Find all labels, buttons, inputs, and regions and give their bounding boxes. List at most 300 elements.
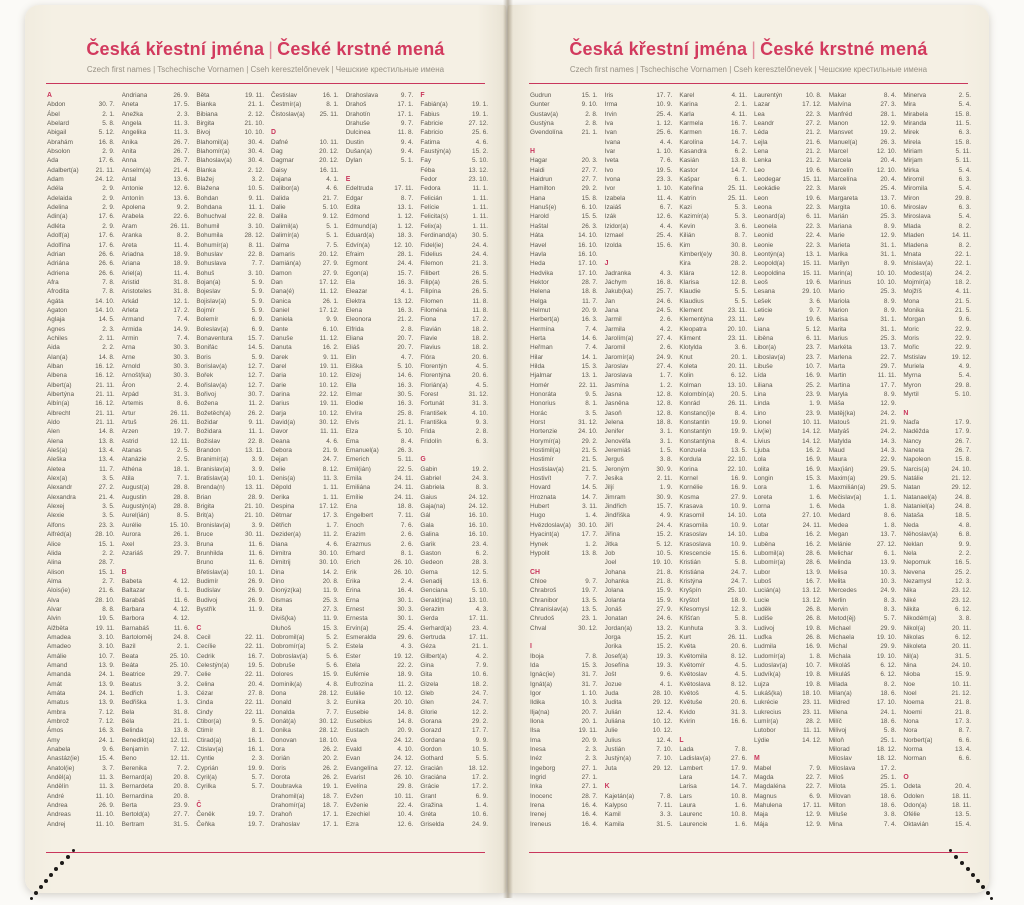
name-day-date: 16. 2. [805,540,822,548]
given-name: Ofélie [903,811,921,819]
name-day-date: 2. 9. [102,148,115,156]
given-name: Hostivít [530,475,552,483]
name-entry [903,661,971,670]
given-name: Lars [679,792,692,800]
name-day-date: 5. 11. [955,157,971,165]
name-day-date: 21. 1. [581,129,598,137]
given-name: Dajana [271,176,292,184]
given-name: Děpold [271,484,292,492]
name-entry [346,315,414,324]
name-day-date: 8. 8. [102,605,115,613]
name-entry [605,334,673,343]
page-title [508,39,989,60]
given-name: Kalypso [604,802,628,810]
name-day-date: 14. 12. [802,428,822,436]
name-day-date: 21. 8. [955,708,971,716]
given-name: Kleopatra [679,325,707,333]
name-day-date: 26. 10. [393,559,414,567]
name-day-date: 22. 7. [805,783,822,791]
name-entry [530,241,598,250]
name-day-date: 7. 7. [326,708,339,716]
name-day-date: 16. 3. [581,316,598,324]
given-name: Mnislav(a) [903,260,933,268]
name-entry [271,353,339,362]
name-entry [196,698,264,707]
given-name: Irena [530,802,545,810]
name-day-date: 20. 6. [472,353,488,361]
given-name: Chval [530,624,547,632]
given-name: Hugo [530,512,546,520]
given-name: Heřman [530,344,553,352]
name-column [271,91,339,839]
given-name: Enoch [345,521,364,529]
given-name: Elin [345,353,357,361]
given-name: Damián(a) [271,260,301,268]
name-day-date: 17. 10. [578,269,598,277]
name-day-date: 2. 3. [251,755,265,763]
given-name: Ladislav(a) [679,755,711,763]
name-day-date: 30. 12. [578,624,598,632]
name-entry [605,652,673,661]
name-day-date: 12. 11. [170,437,190,445]
name-day-date: 24. 4. [397,260,414,268]
name-entry [829,549,897,558]
title-divider: | [751,39,757,59]
name-entry [122,390,190,399]
name-entry [271,577,339,586]
given-name: Nikodém(a) [903,615,937,623]
name-day-date: 26. 8. [805,615,822,623]
name-entry [903,801,971,810]
name-entry [122,278,190,287]
given-name: Barnabáš [121,624,150,632]
name-entry [754,222,822,231]
name-entry [829,633,897,642]
name-day-date: 8. 1. [400,549,414,557]
name-entry [122,399,190,408]
name-entry [122,530,190,539]
name-day-date: 13. 7. [880,531,897,539]
given-name: Boleslav(a) [196,325,229,333]
name-day-date: 23. 9. [173,802,190,810]
name-day-date: 18. 9. [173,250,190,258]
given-name: Arpád [121,391,139,398]
given-name: Estela [345,643,364,651]
name-entry [420,549,488,558]
given-name: Bolemír [196,316,219,324]
given-name: Adam [47,176,64,184]
given-name: Evženie [345,802,369,810]
given-name: Adin(a) [47,213,68,221]
given-name: Belinda [121,727,143,735]
given-name: Ilja(na) [530,708,550,716]
given-name: Dulcinea [345,129,371,137]
name-day-date: 20. 11. [951,643,971,651]
name-day-date: 5. 11. [397,456,414,464]
name-entry [829,446,897,455]
name-entry [420,708,488,717]
name-day-date: 31. 3. [472,400,488,408]
given-name: Ivar [604,148,616,156]
name-day-date: 8. 1. [585,400,598,408]
given-name: Hortenzie [530,428,558,436]
given-name: Horymír(a) [530,437,561,445]
name-entry [903,138,971,147]
name-day-date: 30. 5. [397,391,414,398]
given-name: Edita [345,204,361,212]
name-entry [122,343,190,352]
given-name: Izaiáš [604,204,622,212]
given-name: Cindy [196,708,213,716]
given-name: Gerazim [420,605,445,613]
given-name: Barabáš [121,596,146,604]
given-name: Aram [121,222,137,230]
given-name: Myron [903,381,922,389]
name-entry [47,325,115,334]
name-entry [754,764,822,773]
given-name: Bruna [196,540,214,548]
name-entry [679,184,747,193]
name-entry [754,278,822,287]
given-name: Horác [530,409,548,417]
given-name: Bivoj [196,129,211,137]
given-name: Klaudie [679,288,701,296]
name-day-date: 5. 5. [734,288,748,296]
name-day-date: 26. 7. [173,148,190,156]
name-entry [679,138,747,147]
given-name: Korina [679,465,698,473]
name-entry [346,483,414,492]
name-column [679,91,747,839]
given-name: Alexie [47,512,65,520]
name-entry [47,241,115,250]
given-name: Abdon [47,101,66,109]
name-entry [829,521,897,530]
given-name: Darek [271,353,289,361]
given-name: Fedora [420,185,441,193]
name-day-date: 27. 1. [581,764,598,772]
name-entry [754,455,822,464]
name-day-date: 6. 2. [734,148,748,156]
name-entry [605,605,673,614]
given-name: Leopoldina [754,269,786,277]
name-day-date: 25. 2. [955,568,971,576]
given-name: Filipína [420,288,441,296]
name-day-date: 24. 1. [98,690,115,697]
given-name: Ludoslav(a) [754,661,788,669]
name-day-date: 2. 9. [102,222,115,230]
name-entry [530,614,598,623]
name-day-date: 21. 8. [955,699,971,707]
given-name: Justián [604,746,625,754]
given-name: Arabela [121,213,144,221]
name-entry [420,184,488,193]
name-entry [346,203,414,212]
name-entry [605,708,673,717]
header-rule [46,83,485,84]
name-entry [754,259,822,268]
name-day-date: 18. 11. [951,802,971,810]
name-entry [605,698,673,707]
name-entry [605,568,673,577]
name-entry [47,156,115,165]
given-name: Antonín [121,194,144,202]
name-day-date: 12. 9. [880,232,897,240]
given-name: Erika [345,577,361,585]
given-name: Klement [679,306,703,314]
name-day-date: 4. 12. [173,615,190,623]
given-name: Liliana [754,381,773,389]
given-name: Alen [47,428,60,436]
name-day-date: 12. 7. [248,381,265,389]
name-day-date: 21. 9. [322,447,339,455]
name-entry [346,100,414,109]
name-day-date: 24. 5. [656,306,673,314]
given-name: Dětřich [271,521,292,529]
name-day-date: 28. 2. [805,718,822,726]
name-entry [530,624,598,633]
name-entry [679,399,747,408]
name-entry [47,278,115,287]
name-entry [903,455,971,464]
name-entry [754,810,822,819]
name-day-date: 10. 12. [652,727,673,735]
name-day-date: 30. 1. [397,615,414,623]
section-letter: I [530,643,532,651]
name-day-date: 9. 4. [400,138,414,146]
name-day-date: 30. 7. [248,391,265,398]
given-name: Amáta [47,690,66,697]
name-entry [122,306,190,315]
given-name: Albrecht [47,409,71,417]
given-name: Jasoň [604,409,622,417]
name-entry [679,773,747,782]
name-day-date: 15. 4. [98,755,115,763]
given-name: Harold [530,213,549,221]
given-name: Elizej [345,372,361,380]
given-name: Evald [345,746,362,754]
name-entry [271,810,339,819]
name-entry [530,175,598,184]
name-entry [271,184,339,193]
given-name: Aristoteles [121,288,152,296]
name-day-date: 6. 12. [880,671,897,679]
given-name: Alex(a) [47,475,68,483]
name-day-date: 7. 4. [585,344,598,352]
name-entry [122,754,190,763]
given-name: Eulálie [345,690,365,697]
given-name: Bertram [121,820,145,828]
given-name: Dante [271,325,289,333]
given-name: Drahoš [345,101,367,109]
given-name: Martina [828,381,850,389]
given-name: Lukáš(ka) [754,690,783,697]
name-entry [47,343,115,352]
name-day-date: 1. 12. [397,213,414,221]
name-day-date: 16. 4. [581,802,598,810]
given-name: Leonid [754,232,774,240]
name-entry [196,521,264,530]
name-entry [271,399,339,408]
given-name: Amadea [47,633,71,641]
name-entry [903,166,971,175]
given-name: Adelaida [47,194,72,202]
name-day-date: 15. 2. [656,643,673,651]
given-name: Odon(a) [903,802,927,810]
name-day-date: 11. 6. [248,549,265,557]
name-day-date: 14. 5. [98,316,115,324]
name-entry [196,511,264,520]
given-name: Lada [679,746,694,754]
given-name: Ignác(ie) [530,671,555,679]
given-name: Cedrik [196,652,215,660]
given-name: Anatol(ie) [47,764,75,772]
name-entry [196,474,264,483]
page-title-slovak: České krstné mená [277,39,445,59]
given-name: Milton [828,802,846,810]
name-entry [829,810,897,819]
given-name: Krescencie [679,549,711,557]
page-subtitle: Czech first names | Tschechische Vornamen | Cseh keresztelőnevek | Чешские крестильные имена [569,65,928,74]
name-day-date: 27. 4. [656,334,673,342]
name-entry [420,465,488,474]
name-entry [271,540,339,549]
given-name: Elena [345,306,363,314]
given-name: Milena [828,708,848,716]
name-day-date: 22. 7. [805,774,822,782]
name-entry [679,540,747,549]
given-name: Ctirad(a) [196,736,222,744]
given-name: Melichar [828,549,853,557]
name-day-date: 8. 7. [400,194,414,202]
name-day-date: 2. 12. [248,110,265,118]
name-entry [346,801,414,810]
name-entry [679,577,747,586]
name-entry [679,156,747,165]
given-name: Ljuba [754,447,770,455]
name-day-date: 24. 7. [731,568,748,576]
name-entry [346,147,414,156]
given-name: Andrej [47,820,66,828]
name-entry [271,745,339,754]
given-name: Hamilton [530,185,556,193]
name-day-date: 10. 6. [880,204,897,212]
given-name: Aurora [121,531,141,539]
name-entry [47,362,115,371]
given-name: Emerich [345,456,370,464]
name-entry [346,652,414,661]
name-day-date: 29. 12. [652,764,673,772]
name-entry [530,446,598,455]
name-day-date: 21. 1. [397,419,414,427]
name-day-date: 27. 7. [581,166,598,174]
name-entry [122,381,190,390]
name-day-date: 18. 9. [397,671,414,679]
name-day-date: 11. 10. [95,820,115,828]
given-name: Laura [679,802,696,810]
name-day-date: 6. 9. [251,316,265,324]
name-entry [754,493,822,502]
name-entry [346,764,414,773]
given-name: Bohuslav [196,250,223,258]
name-day-date: 17. 12. [319,306,339,314]
name-day-date: 21. 2. [805,157,822,165]
name-entry [605,511,673,520]
given-name: Mstislav [903,353,927,361]
name-entry [47,390,115,399]
name-day-date: 16. 11. [319,166,339,174]
given-name: Milan(a) [828,690,852,697]
given-name: Dezider(a) [271,531,301,539]
name-day-date: 4. 2. [659,325,673,333]
name-entry [122,493,190,502]
name-entry [829,698,897,707]
name-day-date: 23. 10. [468,176,488,184]
name-day-date: 7. 4. [176,334,190,342]
name-day-date: 11. 6. [248,559,265,567]
name-day-date: 10. 9. [731,503,748,511]
given-name: Dina [271,568,285,576]
name-day-date: 19. 8. [805,671,822,679]
name-entry [47,642,115,651]
given-name: Ábel [47,110,60,118]
name-entry [346,745,414,754]
name-entry [420,661,488,670]
name-day-date: 22. 11. [244,633,265,641]
given-name: Michael [828,624,851,632]
name-day-date: 25. 3. [880,288,897,296]
name-day-date: 16. 5. [955,559,971,567]
name-column [47,91,115,839]
name-day-date: 11. 3. [323,475,339,483]
name-entry [196,577,264,586]
given-name: Frida [420,428,435,436]
given-name: Gerald(ina) [420,596,453,604]
name-entry [47,371,115,380]
given-name: Ludiše [754,615,773,623]
name-day-date: 5. 10. [397,362,414,370]
given-name: Jiljí [604,484,614,492]
name-entry [530,717,598,726]
given-name: Konstanc(i)e [679,409,716,417]
given-name: Jaromil [604,344,626,352]
given-name: Irma [604,101,618,109]
given-name: Medea [828,521,849,529]
name-day-date: 25. 8. [397,409,414,417]
name-day-date: 14. 10. [95,297,115,305]
name-entry [346,642,414,651]
name-day-date: 13. 5. [955,811,971,819]
given-name: Agaton [47,306,68,314]
name-day-date: 24. 8. [173,633,190,641]
given-name: Meda [828,503,845,511]
given-name: Moric [903,325,919,333]
name-day-date: 24. 2. [880,428,897,436]
name-day-date: 3. 2. [176,680,190,688]
name-entry [47,568,115,577]
given-name: Julián [604,708,622,716]
given-name: Lora [754,484,767,492]
given-name: Katrin [679,194,697,202]
given-name: Dora [271,746,285,754]
name-day-date: 10. 12. [393,690,414,697]
given-name: Květoslava [679,680,711,688]
name-entry [679,212,747,221]
name-day-date: 28. 12. [244,232,265,240]
name-entry [903,521,971,530]
name-entry [754,530,822,539]
name-day-date: 30. 3. [173,353,190,361]
